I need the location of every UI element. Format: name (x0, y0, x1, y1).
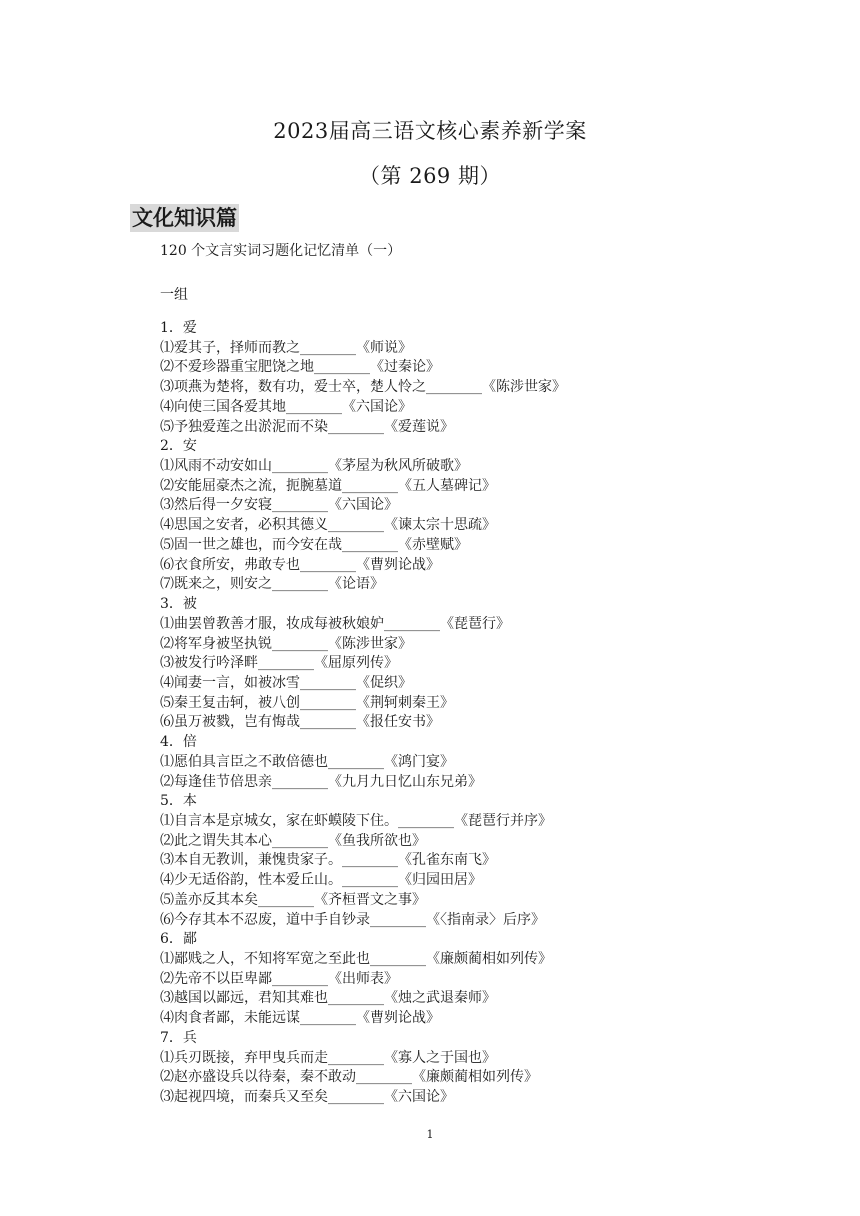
example-sentence: ⑵此之谓失其本心________《鱼我所欲也》 (160, 832, 426, 849)
document-title: 2023届高三语文核心素养新学案 (273, 119, 587, 143)
group-label: 一组 (160, 287, 188, 303)
example-sentence: ⑴风雨不动安如山________《茅屋为秋风所破歌》 (160, 458, 468, 475)
example-sentence: ⑶然后得一夕安寝________《六国论》 (160, 497, 398, 514)
example-sentence: ⑴愿伯具言臣之不敢倍德也________《鸿门宴》 (160, 753, 454, 770)
example-sentence: ⑶本自无教训，兼愧贵家子。________《孔雀东南飞》 (160, 852, 496, 869)
example-sentence: ⑶起视四境，而秦兵又至矣________《六国论》 (160, 1089, 454, 1106)
example-sentence: ⑴自言本是京城女，家在虾蟆陵下住。________《琵琶行并序》 (160, 812, 552, 829)
word-entry-list (160, 319, 800, 1108)
example-sentence: ⑵不爱珍器重宝肥饶之地________《过秦论》 (160, 359, 440, 376)
example-sentence: ⑹衣食所安，弗敢专也________《曹刿论战》 (160, 556, 440, 573)
example-sentence: ⑴兵刃既接，弃甲曳兵而走________《寡人之于国也》 (160, 1049, 496, 1066)
example-sentence: ⑶越国以鄙远，君知其难也________《烛之武退秦师》 (160, 990, 496, 1007)
example-sentence: ⑸固一世之雄也，而今安在哉________《赤壁赋》 (160, 536, 468, 553)
word-heading: 1．爱 (160, 320, 197, 336)
section-heading: 文化知识篇 (132, 205, 237, 230)
example-sentence: ⑺既来之，则安之________《论语》 (160, 576, 384, 593)
example-sentence: ⑵每逢佳节倍思亲________《九月九日忆山东兄弟》 (160, 773, 482, 790)
example-sentence: ⑷闻妻一言，如被冰雪________《促织》 (160, 674, 412, 691)
list-subtitle: 120 个文言实词习题化记忆清单（一） (160, 243, 402, 259)
example-sentence: ⑴曲罢曾教善才服，妆成每被秋娘妒________《琵琶行》 (160, 615, 510, 632)
word-heading: 3．被 (160, 596, 197, 613)
example-sentence: ⑷少无适俗韵，性本爱丘山。________《归园田居》 (160, 872, 482, 889)
example-sentence: ⑵安能屈豪杰之流，扼腕墓道________《五人墓碑记》 (160, 477, 496, 494)
example-sentence: ⑵将军身被坚执锐________《陈涉世家》 (160, 635, 412, 652)
example-sentence: ⑹虽万被戮，岂有悔哉________《报任安书》 (160, 714, 440, 731)
example-sentence: ⑷向使三国各爱其地________《六国论》 (160, 398, 412, 415)
example-sentence: ⑹今存其本不忍废，道中手自钞录________《〈指南录〉后序》 (160, 911, 545, 928)
example-sentence: ⑴爱其子，择师而教之________《师说》 (160, 339, 412, 356)
example-sentence: ⑸盖亦反其本矣________《齐桓晋文之事》 (160, 891, 426, 908)
example-sentence: ⑷思国之安者，必积其德义________《谏太宗十思疏》 (160, 517, 496, 534)
word-heading: 7．兵 (160, 1029, 197, 1046)
example-sentence: ⑸予独爱莲之出淤泥而不染________《爱莲说》 (160, 418, 454, 435)
issue-number: （第 269 期） (359, 164, 501, 188)
example-sentence: ⑵赵亦盛设兵以待秦，秦不敢动________《廉颇蔺相如列传》 (160, 1069, 538, 1086)
word-heading: 6．鄙 (160, 931, 197, 948)
word-heading: 2．安 (160, 438, 197, 455)
example-sentence: ⑷肉食者鄙，未能远谋________《曹刿论战》 (160, 1010, 440, 1027)
example-sentence: ⑶项燕为楚将，数有功，爱士卒，楚人怜之________《陈涉世家》 (160, 379, 566, 396)
example-sentence: ⑴鄙贱之人，不知将军宽之至此也________《廉颇蔺相如列传》 (160, 951, 552, 967)
page-number: 1 (426, 1128, 434, 1141)
example-sentence: ⑶被发行吟泽畔________《屈原列传》 (160, 655, 398, 672)
example-sentence: ⑸秦王复击轲，被八创________《荆轲刺秦王》 (160, 694, 454, 711)
word-heading: 5．本 (160, 793, 197, 810)
word-heading: 4．倍 (160, 734, 197, 751)
example-sentence: ⑵先帝不以臣卑鄙________《出师表》 (160, 970, 398, 987)
